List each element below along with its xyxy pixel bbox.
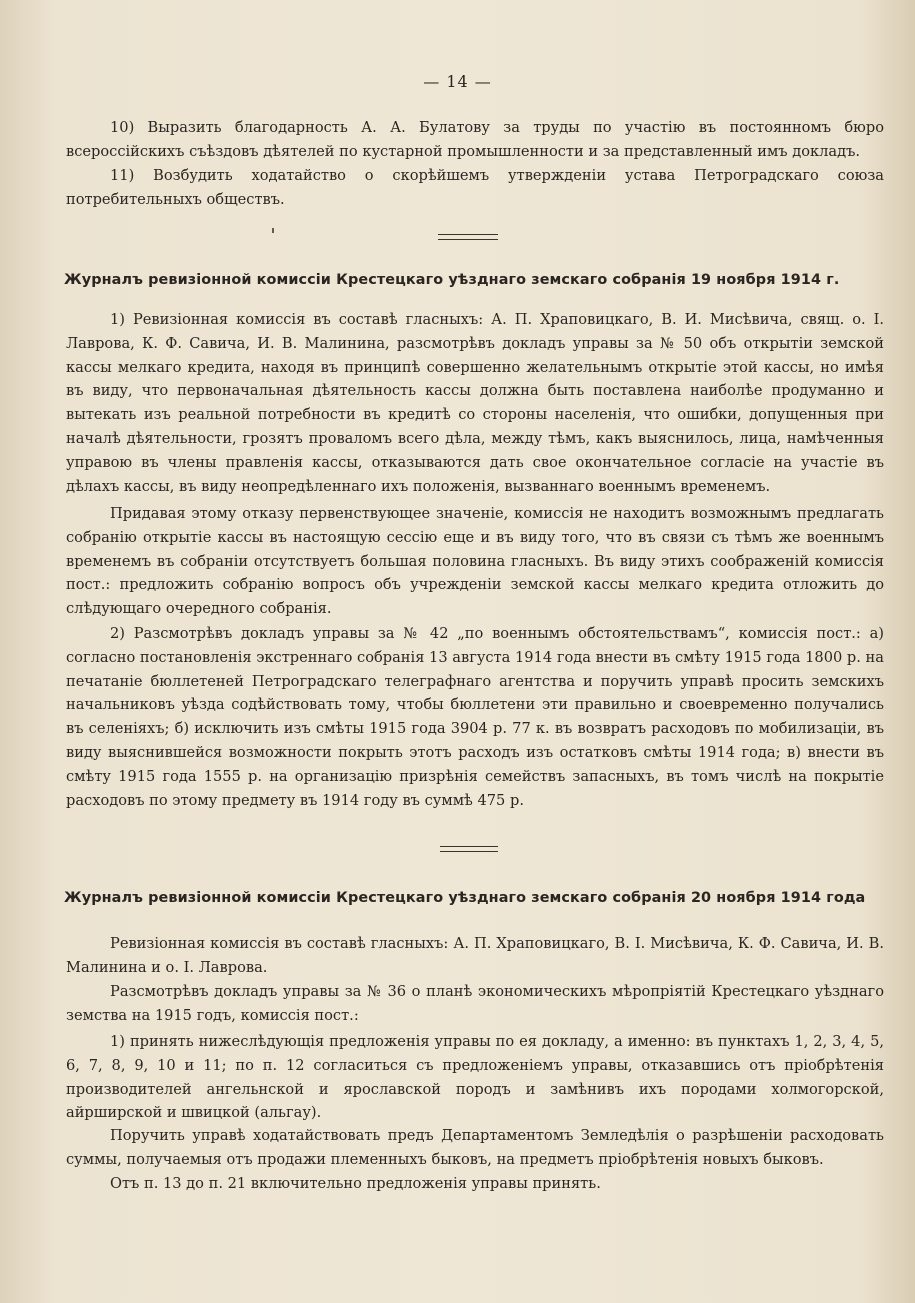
page-number: — 14 — — [423, 72, 492, 91]
journal1-paragraph-2: Придавая этому отказу первенствующее значеніе, комиссія не находитъ возможнымъ предлагать собранію открытіе кассы въ настоящую сессію еще и въ виду того, что въ связи съ тѣмъ же военнымъ временемъ въ собраніи отсутствуетъ большая половина гласныхъ. Въ виду этихъ соображеній комиссія пост.: предложить собранію вопросъ объ учрежденіи земской кассы мелкаго кредита отложить до слѣдующаго очередного собранія. — [66, 505, 884, 618]
print-speck — [272, 228, 274, 233]
journal2-paragraph-4: Поручить управѣ ходатайствовать предъ Департаментомъ Земледѣлія о разрѣшеніи расходовать суммы, получаемыя отъ продажи племенныхъ быковъ, на предметъ пріобрѣтенія новыхъ быковъ. — [66, 1127, 884, 1168]
section-divider — [440, 846, 498, 852]
resolution-item-11: 11) Возбудить ходатайство о скорѣйшемъ утвержденіи устава Петроградскаго союза потребительныхъ обществъ. — [66, 167, 884, 208]
journal2-paragraph-2: Разсмотрѣвъ докладъ управы за № 36 о планѣ экономическихъ мѣропріятій Крестецкаго уѣзднаго земства на 1915 годъ, комиссія пост.: — [66, 983, 884, 1024]
journal2-paragraph-3: 1) принять нижеслѣдующія предложенія управы по ея докладу, а именно: въ пунктахъ 1, 2, 3, 4, 5, 6, 7, 8, 9, 10 и 11; по п. 12 согласиться съ предложеніемъ управы, отказавшись отъ пріобрѣтенія производителей ангельнской и ярославской породъ и замѣнивъ ихъ породами холмогорской, айрширской и швицкой (альгау). — [66, 1033, 884, 1122]
journal1-paragraph-1: 1) Ревизіонная комиссія въ составѣ гласныхъ: А. П. Храповицкаго, В. И. Мисѣвича, свящ. о. І. Лаврова, К. Ф. Савича, И. В. Малинина, разсмотрѣвъ докладъ управы за № 50 объ открытіи земской кассы мелкаго кредита, находя въ принципѣ совершенно желательнымъ открытіе этой кассы, но имѣя въ виду, что первоначальная дѣятельность кассы должна быть поставлена наиболѣе продуманно и вытекать изъ реальной потребности въ кредитѣ со стороны населенія, что ошибки, допущенныя при началѣ дѣятельности, грозятъ проваломъ всего дѣла, между тѣмъ, какъ выяснилось, лица, намѣченныя управою въ члены правленія кассы, отказываются дать свое окончательное согласіе на участіе въ дѣлахъ кассы, въ виду неопредѣленнаго ихъ положенія, вызваннаго военнымъ временемъ. — [66, 311, 884, 495]
journal-heading-20-nov: Журналъ ревизіонной комиссіи Крестецкаго уѣзднаго земскаго собранія 20 ноября 1914 года — [64, 890, 866, 906]
journal-heading-19-nov: Журналъ ревизіонной комиссіи Крестецкаго уѣзднаго земскаго собранія 19 ноября 1914 г. — [64, 272, 840, 288]
journal2-paragraph-5: Отъ п. 13 до п. 21 включительно предложенія управы принять. — [110, 1175, 601, 1192]
journal2-paragraph-1: Ревизіонная комиссія въ составѣ гласныхъ: А. П. Храповицкаго, В. І. Мисѣвича, К. Ф. Савича, И. В. Малинина и о. І. Лаврова. — [66, 935, 884, 976]
journal1-paragraph-3: 2) Разсмотрѣвъ докладъ управы за № 42 „по военнымъ обстоятельствамъ“, комиссія пост.: а) согласно постановленія экстреннаго собранія 13 августа 1914 года внести въ смѣту 1915 года 1800 р. на печатаніе бюллетеней Петроградскаго телеграфнаго агентства и поручить управѣ просить земскихъ начальниковъ уѣзда содѣйствовать тому, чтобы бюллетени эти правильно и своевременно получались въ селеніяхъ; б) исключить изъ смѣты 1915 года 3904 р. 77 к. въ возвратъ расходовъ по мобилизаціи, въ виду выяснившейся возможности покрыть этотъ расходъ изъ остатковъ смѣты 1914 года; в) внести въ смѣту 1915 года 1555 р. на организацію призрѣнія семействъ запасныхъ, въ томъ числѣ на покрытіе расходовъ по этому предмету въ 1914 году въ суммѣ 475 р. — [66, 625, 884, 809]
resolution-item-10: 10) Выразить благодарность А. А. Булатову за труды по участію въ постоянномъ бюро всероссійскихъ съѣздовъ дѣятелей по кустарной промышленности и за представленный имъ докладъ. — [66, 119, 884, 160]
section-divider — [438, 234, 498, 240]
